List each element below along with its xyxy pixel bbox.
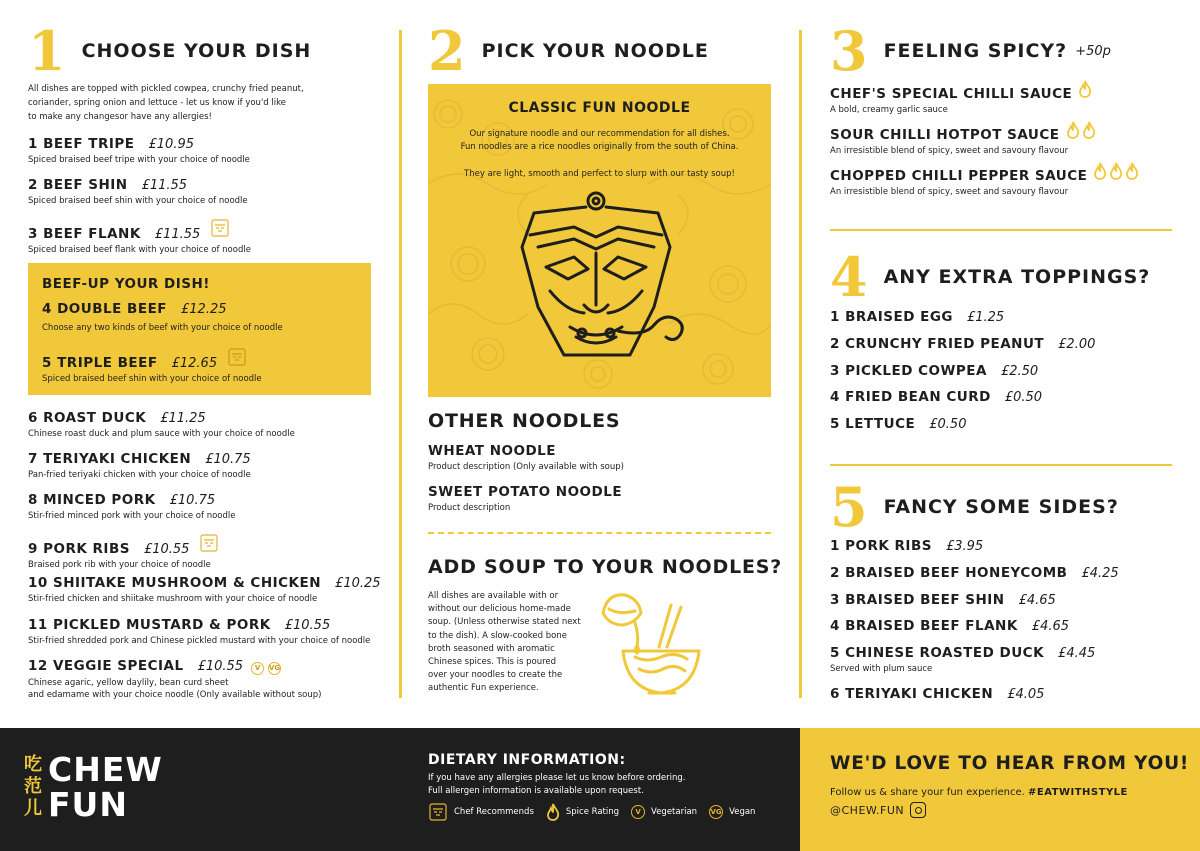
flame-icon [1125,162,1139,184]
item-name: 4 BRAISED BEEF FLANK [830,618,1018,634]
vegan-icon: VG [268,662,281,675]
section-5-header [830,475,1119,539]
menu-item [28,136,250,166]
item-name: 1 BRAISED EGG [830,309,953,325]
item-name: 10 SHIITAKE MUSHROOM & CHICKEN [28,575,322,591]
footer-social [800,728,1200,851]
dietary-line: If you have any allergies please let us know before ordering. [428,773,686,783]
section-title: PICK YOUR NOODLE [481,40,709,62]
sauce-item [830,121,1096,157]
item-name: 2 CRUNCHY FRIED PEANUT [830,336,1045,352]
section-3-header [830,19,1111,83]
item-price: £4.05 [1007,687,1045,702]
item-price: £4.25 [1081,566,1119,581]
mask-mascot-icon [514,187,694,377]
item-price: £2.00 [1058,337,1096,352]
topping-item [830,416,966,432]
item-description: Spiced braised beef tripe with your choice of noodle [28,155,250,165]
classic-noodle-box [428,84,771,397]
section-divider [830,464,1172,466]
item-price: £10.75 [205,452,251,467]
item-price: £4.65 [1018,593,1056,608]
classic-noodle-description: Our signature noodle and our recommendation for all dishes. Fun noodles are a rice noodles originally from the south of China. [460,129,739,152]
side-item [830,592,1056,608]
column-pick-noodle [400,0,800,728]
item-name: 3 BEEF FLANK [28,226,141,242]
topping-item [830,336,1095,352]
menu-item [28,492,235,522]
intro-text: All dishes are topped with pickled cowpea, crunchy fried peanut, coriander, spring onion and lettuce - let us know if you'd like to make any changesor have any allergies! [28,84,304,122]
section-number: 4 [830,245,868,309]
item-name: 6 ROAST DUCK [28,410,147,426]
dietary-line: Full allergen information is available upon request. [428,786,644,796]
item-price: £10.75 [169,493,216,508]
item-description: Braised pork rib with your choice of noodle [28,560,211,570]
chew-fun-logo [24,752,163,822]
menu-item [28,533,219,571]
soup-title: ADD SOUP TO YOUR NOODLES? [428,556,783,578]
menu-item [28,410,295,440]
side-item [830,686,1044,702]
soup-bowl-icon [595,585,710,700]
item-name: 5 LETTUCE [830,416,916,432]
item-description: Stir-fried minced pork with your choice of noodle [28,511,236,521]
item-price: £11.55 [141,178,188,193]
item-name: 2 BRAISED BEEF HONEYCOMB [830,565,1068,581]
follow-text: Follow us & share your fun experience. #EATWITHSTYLE [830,787,1128,798]
flame-icon [1093,162,1107,184]
legend-spice: Spice Rating [546,803,619,821]
logo-english: CHEW FUN [48,750,163,824]
beef-up-title: BEEF-UP YOUR DISH! [42,276,210,292]
item-price: £4.45 [1058,646,1096,661]
item-description: Spiced braised beef shin with your choice of noodle [42,374,262,384]
vegan-icon: VG [709,805,723,819]
flame-icon [1109,162,1123,184]
item-name: 1 BEEF TRIPE [28,136,135,152]
section-divider [830,229,1172,231]
item-price: £2.50 [1000,364,1039,379]
flame-icon [1078,80,1092,102]
item-description: Product description (Only available with soup) [428,462,624,472]
item-price: £10.55 [143,542,190,557]
other-noodles-title: OTHER NOODLES [428,410,621,432]
menu-item [28,575,381,605]
topping-item [830,363,1038,379]
item-name: 11 PICKLED MUSTARD & PORK [28,617,271,633]
instagram-icon[interactable] [910,802,926,818]
item-price: £10.25 [335,576,381,591]
item-name: CHEF'S SPECIAL CHILLI SAUCE [830,86,1073,102]
menu-item [42,301,283,334]
item-name: 1 PORK RIBS [830,538,932,554]
item-name: 9 PORK RIBS [28,541,130,557]
item-price: £1.25 [966,310,1005,325]
item-description: An irresistible blend of spicy, sweet and savoury flavour [830,187,1069,197]
side-item [830,538,983,554]
item-price: £10.55 [284,618,331,633]
section-number: 2 [428,19,466,83]
item-name: WHEAT NOODLE [428,443,557,459]
flame-icon [546,803,560,821]
menu-item [28,451,251,481]
menu-item [42,347,262,385]
menu-item [428,443,624,473]
topping-item [830,309,1004,325]
menu-item [28,617,370,647]
menu-item [28,218,251,256]
item-price: £3.95 [945,539,984,554]
item-description: A bold, creamy garlic sauce [830,105,948,115]
legend-chef: Chef Recommends [428,802,534,822]
column-extras [800,0,1200,728]
section-title: FEELING SPICY? [883,40,1068,62]
item-price: £11.25 [160,411,206,426]
item-name: 12 VEGGIE SPECIAL [28,658,184,674]
section-4-header [830,245,1151,309]
section-number: 1 [28,19,66,83]
item-price: £12.25 [181,302,227,317]
vegetarian-icon: V [631,805,645,819]
side-item [830,565,1119,581]
item-description: Chinese roast duck and plum sauce with your choice of noodle [28,429,295,439]
item-description: Chinese agaric, yellow daylily, bean curd sheet and edamame with your choice noodle (Only available without soup) [28,677,322,700]
side-item [830,618,1069,634]
item-name: 5 TRIPLE BEEF [42,355,158,371]
item-name: 7 TERIYAKI CHICKEN [28,451,192,467]
item-description: Product description [428,503,511,513]
instagram-handle[interactable]: @CHEW.FUN [830,803,905,817]
item-description: An irresistible blend of spicy, sweet and savoury flavour [830,146,1069,156]
hashtag[interactable]: #EATWITHSTYLE [1027,787,1128,798]
classic-noodle-description-2: They are light, smooth and perfect to slurp with our tasty soup! [464,169,735,179]
item-price: £4.65 [1031,619,1070,634]
section-2-header [428,19,709,83]
item-description: Stir-fried chicken and shiitake mushroom with your choice of noodle [28,594,318,604]
item-name: 4 DOUBLE BEEF [42,301,168,317]
item-name: SOUR CHILLI HOTPOT SAUCE [830,127,1060,143]
section-number: 3 [830,19,868,83]
menu-item [28,177,248,207]
section-number: 5 [830,475,868,539]
item-name: 3 PICKLED COWPEA [830,363,987,379]
classic-noodle-title: CLASSIC FUN NOODLE [508,100,691,116]
chef-recommends-icon [428,802,448,822]
item-description: Spiced braised beef flank with your choice of noodle [28,245,251,255]
item-name: 3 BRAISED BEEF SHIN [830,592,1005,608]
chef-recommends-icon [210,218,230,238]
side-item [830,645,1095,675]
section-title: CHOOSE YOUR DISH [81,40,312,62]
menu-item [28,658,321,701]
dietary-title: DIETARY INFORMATION: [428,752,626,768]
legend-vegetarian: V Vegetarian [631,805,697,819]
item-price: £10.55 [197,659,244,674]
item-price: £0.50 [1004,390,1043,405]
item-name: 2 BEEF SHIN [28,177,128,193]
section-title: FANCY SOME SIDES? [883,496,1119,518]
sauce-item [830,80,1092,116]
logo-chinese: 吃 范 儿 [24,754,42,819]
social-handle[interactable] [830,802,926,818]
vegetarian-icon: V [251,662,264,675]
item-name: 6 TERIYAKI CHICKEN [830,686,994,702]
item-description: Spiced braised beef shin with your choice of noodle [28,196,248,206]
section-1-header [28,19,312,83]
chef-recommends-icon [199,533,219,553]
item-name: 4 FRIED BEAN CURD [830,389,991,405]
flame-icon [1066,121,1080,143]
dashed-divider [428,532,771,534]
footer-dark [0,728,800,851]
item-price: £10.95 [148,137,194,152]
section-title: ANY EXTRA TOPPINGS? [883,266,1151,288]
dietary-legend [428,802,767,822]
item-name: SWEET POTATO NOODLE [428,484,623,500]
chef-recommends-icon [227,347,247,367]
sauce-item [830,162,1139,198]
column-choose-dish [0,0,400,728]
item-name: 8 MINCED PORK [28,492,156,508]
item-description: Pan-fried teriyaki chicken with your choice of noodle [28,470,251,480]
item-name: CHOPPED CHILLI PEPPER SAUCE [830,168,1088,184]
item-price: £11.55 [154,227,201,242]
item-description: Choose any two kinds of beef with your choice of noodle [42,323,283,333]
beef-up-box [28,263,371,395]
menu-item [428,484,622,514]
item-description: Stir-fried shredded pork and Chinese pickled mustard with your choice of noodle [28,636,371,646]
item-price: £0.50 [929,417,967,432]
item-price: £12.65 [171,356,218,371]
item-description: Served with plum sauce [830,664,933,674]
feedback-title: WE'D LOVE TO HEAR FROM YOU! [830,753,1190,774]
soup-description: All dishes are available with or without our delicious home-made soup. (Unless otherwise stated next to the dish). A slow-cooked bone broth seasoned with aromatic Chinese spices. This is poured over your noodles to create the authentic Fun experience. [428,591,581,694]
legend-vegan: VG Vegan [710,807,756,817]
topping-item [830,389,1042,405]
item-name: 5 CHINESE ROASTED DUCK [830,645,1045,661]
spicy-surcharge: +50p [1075,43,1111,59]
flame-icon [1082,121,1096,143]
